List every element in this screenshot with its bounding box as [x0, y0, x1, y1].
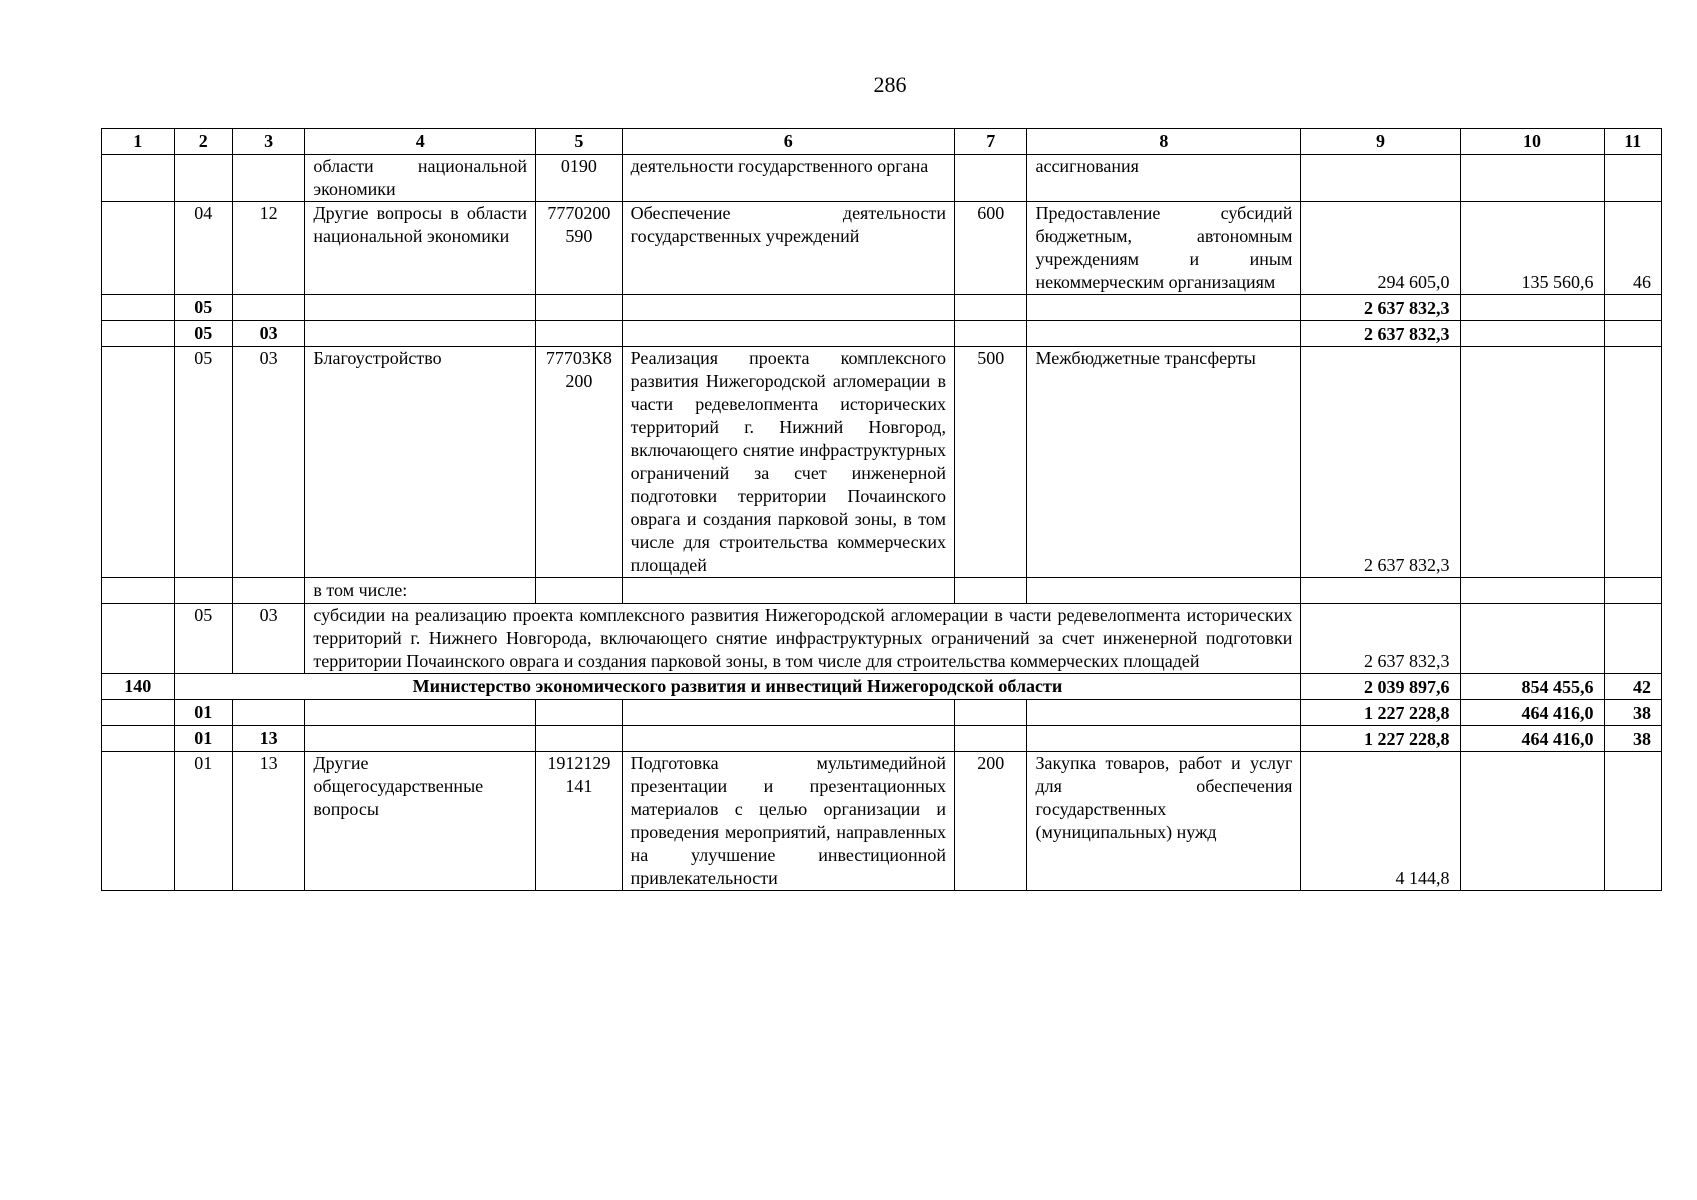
cell-target-name	[622, 578, 954, 604]
cell-section: 01	[174, 726, 232, 752]
header-cell: 4	[305, 129, 536, 155]
cell-expense-type	[954, 321, 1027, 347]
cell-target-article	[536, 700, 623, 726]
cell-expense-type	[954, 295, 1027, 321]
cell-target-name	[622, 726, 954, 752]
cell-expense-name: Межбюджетные трансферты	[1027, 347, 1301, 578]
header-cell: 5	[536, 129, 623, 155]
cell-amount: 294 605,0	[1301, 202, 1460, 295]
cell-amount	[1301, 155, 1460, 202]
cell-percent: 46	[1604, 202, 1662, 295]
cell-amount: 1 227 228,8	[1301, 700, 1460, 726]
cell-subsection	[232, 155, 305, 202]
table-row	[102, 347, 1662, 578]
header-cell: 3	[232, 129, 305, 155]
cell-target-name	[622, 700, 954, 726]
cell-target-article: 77703К8200	[536, 347, 623, 578]
cell-target-article: 0190	[536, 155, 623, 202]
cell-ministry-name: Министерство экономического развития и инвестиций Нижегородской области	[174, 674, 1301, 700]
cell-percent	[1604, 155, 1662, 202]
cell-executed: 135 560,6	[1460, 202, 1604, 295]
cell-target-name	[622, 321, 954, 347]
cell-subsection	[232, 295, 305, 321]
cell-expense-name: ассигнования	[1027, 155, 1301, 202]
cell-expense-name	[1027, 578, 1301, 604]
cell-percent: 38	[1604, 700, 1662, 726]
cell-target-article	[536, 578, 623, 604]
cell-percent	[1604, 321, 1662, 347]
cell-executed	[1460, 578, 1604, 604]
cell-amount	[1301, 578, 1460, 604]
header-cell: 1	[102, 129, 175, 155]
table-row	[102, 321, 1662, 347]
header-cell: 7	[954, 129, 1027, 155]
cell-code	[102, 700, 175, 726]
cell-subsection	[232, 578, 305, 604]
cell-amount: 2 039 897,6	[1301, 674, 1460, 700]
cell-percent: 42	[1604, 674, 1662, 700]
cell-expense-name: Предоставление субсидий бюджетным, автономным учреждениям и иным некоммерческим организациям	[1027, 202, 1301, 295]
cell-executed: 464 416,0	[1460, 726, 1604, 752]
cell-code	[102, 752, 175, 891]
header-cell: 8	[1027, 129, 1301, 155]
header-cell: 6	[622, 129, 954, 155]
cell-target-name: деятельности государственного органа	[622, 155, 954, 202]
cell-amount: 4 144,8	[1301, 752, 1460, 891]
cell-code	[102, 155, 175, 202]
cell-section: 05	[174, 295, 232, 321]
cell-executed	[1460, 321, 1604, 347]
cell-subsection: 13	[232, 752, 305, 891]
cell-percent	[1604, 347, 1662, 578]
cell-code: 140	[102, 674, 175, 700]
cell-subsection-name: Другие общегосударственные вопросы	[305, 752, 536, 891]
header-row	[102, 129, 1662, 155]
cell-target-article: 7770200590	[536, 202, 623, 295]
cell-executed	[1460, 604, 1604, 674]
cell-expense-type	[954, 700, 1027, 726]
cell-section: 01	[174, 700, 232, 726]
cell-subsection-name	[305, 700, 536, 726]
cell-including-label: в том числе:	[305, 578, 536, 604]
cell-code	[102, 604, 175, 674]
table-row	[102, 726, 1662, 752]
cell-percent	[1604, 295, 1662, 321]
cell-subsection-name: Другие вопросы в области национальной экономики	[305, 202, 536, 295]
budget-table	[101, 128, 1662, 891]
cell-target-name: Обеспечение деятельности государственных учреждений	[622, 202, 954, 295]
header-cell: 11	[1604, 129, 1662, 155]
cell-expense-type	[954, 578, 1027, 604]
cell-executed	[1460, 295, 1604, 321]
cell-section	[174, 578, 232, 604]
cell-subsection: 12	[232, 202, 305, 295]
cell-percent	[1604, 604, 1662, 674]
cell-expense-name: Закупка товаров, работ и услуг для обеспечения государственных (муниципальных) нужд	[1027, 752, 1301, 891]
cell-target-article	[536, 321, 623, 347]
cell-code	[102, 202, 175, 295]
cell-expense-type: 600	[954, 202, 1027, 295]
cell-executed	[1460, 155, 1604, 202]
cell-target-name: Подготовка мультимедийной презентации и презентационных материалов с целью организации и проведения мероприятий, направленных на улучшение инвестиционной привлекательности	[622, 752, 954, 891]
cell-target-article	[536, 295, 623, 321]
cell-target-article	[536, 726, 623, 752]
cell-percent: 38	[1604, 726, 1662, 752]
header-cell: 10	[1460, 129, 1604, 155]
cell-subsection-name	[305, 726, 536, 752]
cell-subsection-name: Благоустройство	[305, 347, 536, 578]
cell-amount: 2 637 832,3	[1301, 321, 1460, 347]
cell-amount: 2 637 832,3	[1301, 604, 1460, 674]
cell-section: 05	[174, 347, 232, 578]
cell-subsection-name	[305, 295, 536, 321]
cell-section: 05	[174, 321, 232, 347]
table-row	[102, 674, 1662, 700]
cell-code	[102, 347, 175, 578]
cell-target-name	[622, 295, 954, 321]
table-row	[102, 604, 1662, 674]
cell-subsection	[232, 700, 305, 726]
cell-section: 05	[174, 604, 232, 674]
cell-subsection: 03	[232, 347, 305, 578]
cell-subsidy-description: субсидии на реализацию проекта комплексного развития Нижегородской агломерации в части редевелопмента исторических территорий г. Нижнего Новгорода, включающего снятие инфраструктурных ограничений за счет инженерной подготовки территории Почаинского оврага и создания парковой зоны, в том числе для строительства коммерческих площадей	[305, 604, 1301, 674]
cell-code	[102, 578, 175, 604]
cell-expense-name	[1027, 700, 1301, 726]
cell-target-name: Реализация проекта комплексного развития Нижегородской агломерации в части редевелопмента исторических территорий г. Нижний Новгород, включающего снятие инфраструктурных ограничений за счет инженерной подготовки территории Почаинского оврага и создания парковой зоны, в том числе для строительства коммерческих площадей	[622, 347, 954, 578]
cell-subsection: 03	[232, 604, 305, 674]
cell-executed	[1460, 752, 1604, 891]
header-cell: 9	[1301, 129, 1460, 155]
cell-expense-name	[1027, 726, 1301, 752]
table-row	[102, 202, 1662, 295]
cell-expense-type	[954, 155, 1027, 202]
cell-expense-type: 200	[954, 752, 1027, 891]
cell-subsection-name	[305, 321, 536, 347]
cell-section	[174, 155, 232, 202]
cell-subsection: 03	[232, 321, 305, 347]
cell-percent	[1604, 578, 1662, 604]
cell-code	[102, 295, 175, 321]
cell-code	[102, 726, 175, 752]
cell-expense-type	[954, 726, 1027, 752]
cell-expense-type: 500	[954, 347, 1027, 578]
header-cell: 2	[174, 129, 232, 155]
cell-subsection: 13	[232, 726, 305, 752]
cell-section: 01	[174, 752, 232, 891]
cell-percent	[1604, 752, 1662, 891]
cell-target-article: 1912129141	[536, 752, 623, 891]
cell-section: 04	[174, 202, 232, 295]
cell-code	[102, 321, 175, 347]
page-number: 286	[873, 72, 907, 97]
cell-amount: 1 227 228,8	[1301, 726, 1460, 752]
table-row	[102, 752, 1662, 891]
cell-executed	[1460, 347, 1604, 578]
table-row	[102, 700, 1662, 726]
table-row	[102, 295, 1662, 321]
cell-executed: 464 416,0	[1460, 700, 1604, 726]
cell-expense-name	[1027, 321, 1301, 347]
table-row	[102, 578, 1662, 604]
table-row	[102, 155, 1662, 202]
cell-amount: 2 637 832,3	[1301, 295, 1460, 321]
cell-amount: 2 637 832,3	[1301, 347, 1460, 578]
cell-subsection-name: области национальной экономики	[305, 155, 536, 202]
cell-expense-name	[1027, 295, 1301, 321]
cell-executed: 854 455,6	[1460, 674, 1604, 700]
